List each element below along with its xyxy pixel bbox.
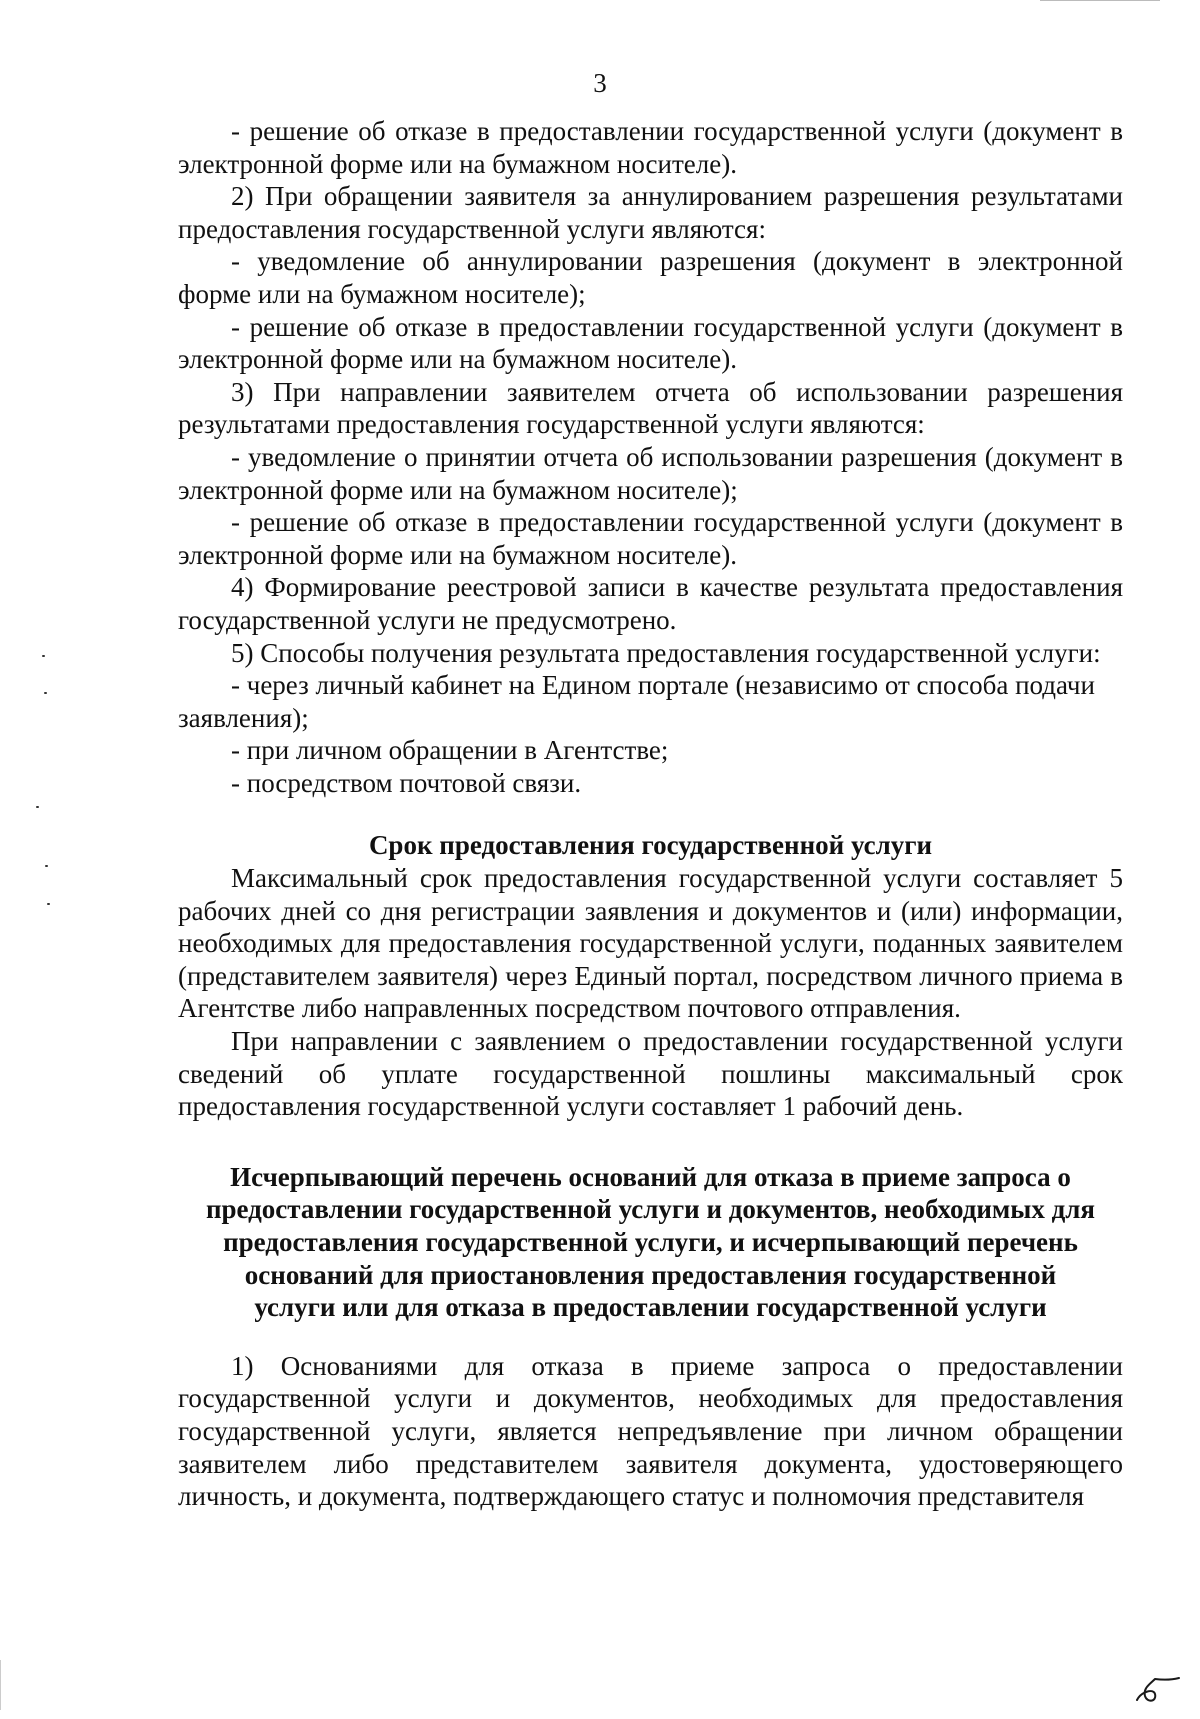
paragraph: 5) Способы получения результата предоставления государственной услуги:: [231, 637, 1101, 668]
page-number: 3: [593, 68, 607, 98]
heading-line: предоставления государственной услуги, и исчерпывающий перечень: [223, 1227, 1078, 1257]
scan-edge-line: [0, 1660, 1, 1710]
scan-speck: [44, 692, 47, 694]
scan-speck: [47, 903, 50, 905]
paragraph: - уведомление о принятии отчета об использовании разрешения (документ в электронной форме или на бумажном носителе);: [178, 441, 1123, 505]
handwritten-mark-icon: [1133, 1670, 1183, 1710]
heading-line: Исчерпывающий перечень оснований для отказа в приеме запроса о: [230, 1161, 1071, 1192]
paragraph: 2) При обращении заявителя за аннулированием разрешения результатами предоставления государственной услуги являются:: [178, 181, 1123, 244]
paragraph: - решение об отказе в предоставлении государственной услуги (документ в электронной форме или на бумажном носителе).: [178, 116, 1123, 179]
paragraph: - решение об отказе в предоставлении государственной услуги (документ в электронной форме или на бумажном носителе).: [178, 311, 1123, 375]
document-body: [178, 115, 1123, 1513]
heading-line: оснований для приостановления предоставления государственной: [244, 1259, 1057, 1290]
heading-line: предоставлении государственной услуги и документов, необходимых для: [205, 1194, 1096, 1225]
paragraph: - посредством почтовой связи.: [231, 767, 582, 798]
section-heading-refusal: [178, 1161, 1123, 1324]
paragraph: - при личном обращении в Агентстве;: [231, 735, 669, 766]
paragraph: - решение об отказе в предоставлении государственной услуги (документ в электронной форме или на бумажном носителе).: [178, 507, 1123, 570]
paragraph: При направлении с заявлением о предоставлении государственной услуги сведений об уплате государственной пошлины максимальный срок предоставления государственной услуги составляет 1 рабочий день.: [178, 1026, 1123, 1122]
paragraph: - уведомление об аннулировании разрешения (документ в электронной форме или на бумажном носителе);: [178, 246, 1123, 309]
scan-speck: [45, 865, 48, 867]
section-heading-term: Срок предоставления государственной услуги: [368, 830, 933, 861]
paragraph: - через личный кабинет на Едином портале (независимо от способа подачи заявления);: [178, 670, 1095, 733]
paragraph: 4) Формирование реестровой записи в качестве результата предоставления государственной услуги не предусмотрено.: [178, 572, 1123, 635]
heading-line: услуги или для отказа в предоставлении государственной услуги: [254, 1292, 1047, 1323]
paragraph: Максимальный срок предоставления государственной услуги составляет 5 рабочих дней со дня регистрации заявления и документов и (или) информации, необходимых для предоставления государственной услуги, поданных заявителем (представителем заявителя) через Единый портал, посредством личного приема в Агентстве либо направленных посредством почтового отправления.: [178, 863, 1123, 1024]
scan-edge-line: [1040, 0, 1160, 1]
paragraph: 3) При направлении заявителем отчета об использовании разрешения результатами предоставления государственной услуги являются:: [178, 376, 1123, 440]
paragraph: 1) Основаниями для отказа в приеме запроса о предоставлении государственной услуги и документов, необходимых для предоставления государственной услуги, является непредъявление при личном обращении заявителем либо представителем заявителя документа, удостоверяющего личность, и документа, подтверждающего статус и полномочия представителя: [178, 1350, 1123, 1512]
scan-speck: [42, 655, 45, 657]
scan-speck: [36, 806, 39, 808]
